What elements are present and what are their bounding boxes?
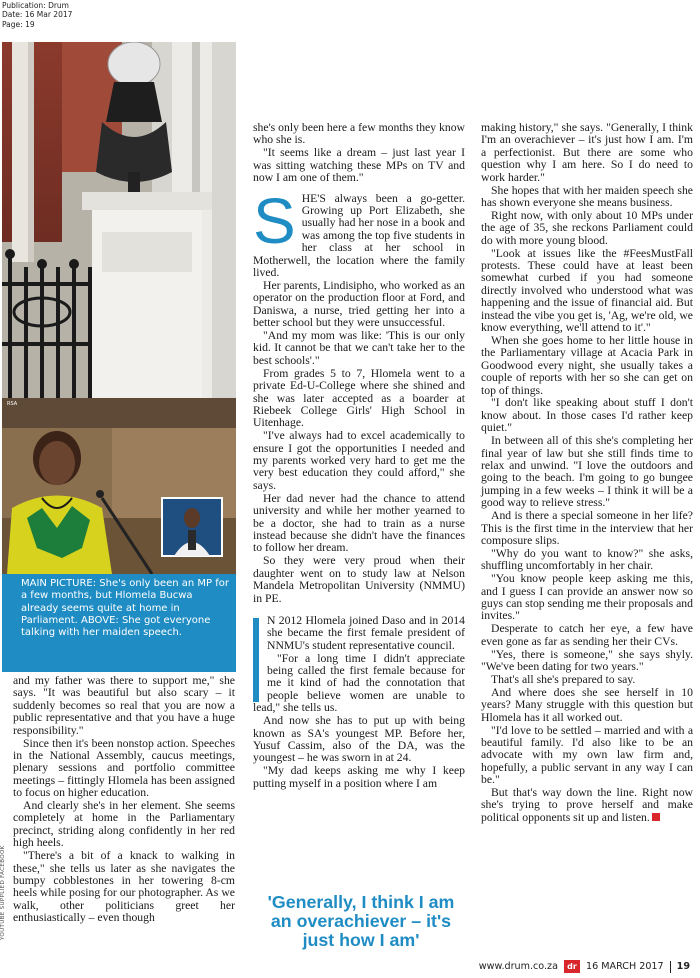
col3-paragraph: That's all she's prepared to say. bbox=[491, 672, 636, 686]
footer-divider bbox=[670, 961, 671, 973]
col2-paragraph: Her parents, Lindisipho, who worked as an operator on the production floor at Ford, and Daniswa, a nurse, tried getting her into a better school but they were unsuccessful. bbox=[253, 278, 465, 330]
column-1 bbox=[13, 675, 235, 925]
col2-paragraph: Her dad never had the chance to attend university and while her mother yearned to be a doctor, she had to train as a nurse instead because she didn't have the finances to follow her dream. bbox=[253, 491, 465, 555]
col1-paragraph: Since then it's been nonstop action. Speeches in the National Assembly, caucus meetings, plenary sessions and portfolio committee meetings – fittingly Hlomela has been assigned to focus on higher education. bbox=[13, 736, 235, 800]
page-label: Page: 19 bbox=[2, 19, 35, 29]
column-2 bbox=[253, 122, 465, 791]
footer-page-number: 19 bbox=[676, 961, 690, 972]
col2-paragraph: "My dad keeps asking me why I keep putting myself in a position where I am bbox=[253, 764, 465, 790]
col1-paragraph: and my father was there to support me," she says. "It was beautiful but also scary – it suddenly becomes so real that you are now a public representative and that you have a huge responsibility." bbox=[13, 674, 235, 737]
col2-paragraph: she's only been here a few months they know who she is. bbox=[253, 121, 465, 147]
publication-label: Publication: Drum bbox=[2, 1, 69, 10]
inset-photo-credit: RSA bbox=[7, 401, 18, 407]
col3-paragraph: When she goes home to her little house in the Parliamentary village at Acacia Park in Goodwood every night, she usually takes a couple of reports with her so she can get on top of things. bbox=[481, 333, 693, 397]
barcap-paragraph-text: N 2012 Hlomela joined Daso and in 2014 she became the first female president of NNMU's student representative council. bbox=[267, 613, 465, 652]
column-3 bbox=[481, 122, 693, 825]
col3-paragraph: "You know people keep asking me this, and I guess I can provide an answer now so guys can stop sending me their proposals and invites." bbox=[481, 572, 693, 623]
col2-barcap-paragraph bbox=[253, 615, 465, 652]
col3-paragraph: "Why do you want to know?" she asks, shuffling uncomfortably in her chair. bbox=[481, 546, 693, 573]
end-of-article-mark bbox=[652, 813, 660, 821]
clipping-metadata bbox=[2, 1, 72, 29]
col2-paragraph: And now she has to put up with being known as SA's youngest MP. Before her, Yusuf Cassim, also of the DA, was the youngest – he was sworn in at 24. bbox=[253, 714, 465, 765]
drum-logo-icon: dr bbox=[564, 960, 580, 973]
col3-paragraph bbox=[481, 787, 693, 824]
col3-paragraph: "Yes, there is someone," she says shyly. "We've been dating for two years." bbox=[481, 647, 693, 673]
section-marker-bar bbox=[253, 618, 259, 702]
dropcap-paragraph-text: HE'S always been a go-getter. Growing up Port Elizabeth, she usually had her nose in a book and was among the top five students in her class at her school in Motherwell, the location where the family lived. bbox=[253, 191, 465, 279]
col3-paragraph: Right now, with only about 10 MPs under the age of 35, she reckons Parliament could do with more young blood. bbox=[481, 208, 693, 247]
col2-paragraph: So they were very proud when their daughter went on to study law at Nelson Mandela Metropolitan University (NMMU) in PE. bbox=[253, 554, 465, 605]
col3-paragraph: "Look at issues like the #FeesMustFall protests. These could have at least been somewhat curbed if you had someone directly involved who understood what was happening and the issue of financial aid. But instead the vibe you get is, 'Ag, we're old, we know everything, we'll attend to it'." bbox=[481, 246, 693, 334]
col1-paragraph: "There's a bit of a knack to walking in these," she tells us later as she navigates the bumpy cobblestones in her towering 8-cm heels while posing for our photographer. As we walk, other politicians greet her enthusiastically – even though bbox=[13, 849, 235, 925]
photo-credit-text: YOUTUBE SUPPLIED FACEBOOK bbox=[0, 845, 6, 940]
col2-paragraph: "I've always had to excel academically to ensure I got the opportunities I needed and my parents worked very hard to get me the very best education they could afford," she says. bbox=[253, 429, 465, 492]
photo-caption: MAIN PICTURE: She's only been an MP for a few months, but Hlomela Bucwa already seems quite at home in Parliament. ABOVE: She got everyone talking with her maiden speech. bbox=[2, 574, 236, 672]
footer-url: www.drum.co.za bbox=[478, 961, 558, 972]
col3-paragraph: making history," she says. "Generally, I think I'm an overachiever – it's just how I am. I'm a perfectionist. But there are some who question why I am here. So I do need to work harder." bbox=[481, 121, 693, 184]
inset-photo bbox=[2, 398, 236, 574]
col3-paragraph: In between all of this she's completing her final year of law but she still finds time to relax and unwind. "I love the outdoors and going to the beach. I'm going to go bungee jumping in a few weeks – I think it will be a good way to relieve stress." bbox=[481, 434, 693, 510]
drop-cap-s: S bbox=[253, 184, 296, 257]
col3-paragraph: "I don't like speaking about stuff I don't know about. In those cases I'd rather keep quiet." bbox=[481, 396, 693, 435]
col3-paragraph: And is there a special someone in her life? This is the first time in the interview that her composure slips. bbox=[481, 509, 693, 547]
photo-credit-vertical bbox=[0, 790, 10, 940]
col3-paragraph: She hopes that with her maiden speech she has shown everyone she means business. bbox=[481, 183, 693, 209]
date-label: Date: 16 Mar 2017 bbox=[2, 10, 73, 20]
footer-date: 16 MARCH 2017 bbox=[585, 961, 664, 972]
pull-quote: 'Generally, I think I am an overachiever – it's just how I am' bbox=[267, 892, 455, 950]
col2-paragraph: From grades 5 to 7, Hlomela went to a private Ed-U-College where she shined and she was later accepted as a boarder at Riebeek College Girls' High School in Uitenhage. bbox=[253, 366, 465, 430]
col3-paragraph: Desperate to catch her eye, a few have even gone as far as sending her their CVs. bbox=[481, 622, 693, 648]
col2-paragraph: "It seems like a dream – just last year I was sitting watching these MPs on TV and now I am one of them." bbox=[253, 146, 465, 185]
col3-paragraph: "I'd love to be settled – married and with a beautiful family. I'd also like to be an advocate with my own law firm and, hopefully, a public servant in any way I can be." bbox=[481, 723, 693, 787]
page-footer bbox=[479, 960, 690, 973]
col2-paragraph: "For a long time I didn't appreciate being called the first female because for me it kind of had the connotation that people believe women are unable to lead," she tells us. bbox=[253, 651, 465, 715]
col2-dropcap-paragraph bbox=[253, 184, 465, 280]
col2-paragraph: "And my mom was like: 'This is our only kid. It cannot be that we can't take her to the best schools'." bbox=[253, 329, 465, 367]
col3-paragraph: And where does she see herself in 10 years? Many struggle with this question but Hlomela has it all worked out. bbox=[481, 685, 693, 724]
final-paragraph-text: But that's way down the line. Right now she's trying to prove herself and make political opponents sit up and listen. bbox=[481, 786, 693, 824]
col1-paragraph: And clearly she's in her element. She seems completely at home in the Parliamentary precinct, striding along confidently in her red high heels. bbox=[13, 799, 235, 850]
main-photo bbox=[2, 42, 236, 398]
